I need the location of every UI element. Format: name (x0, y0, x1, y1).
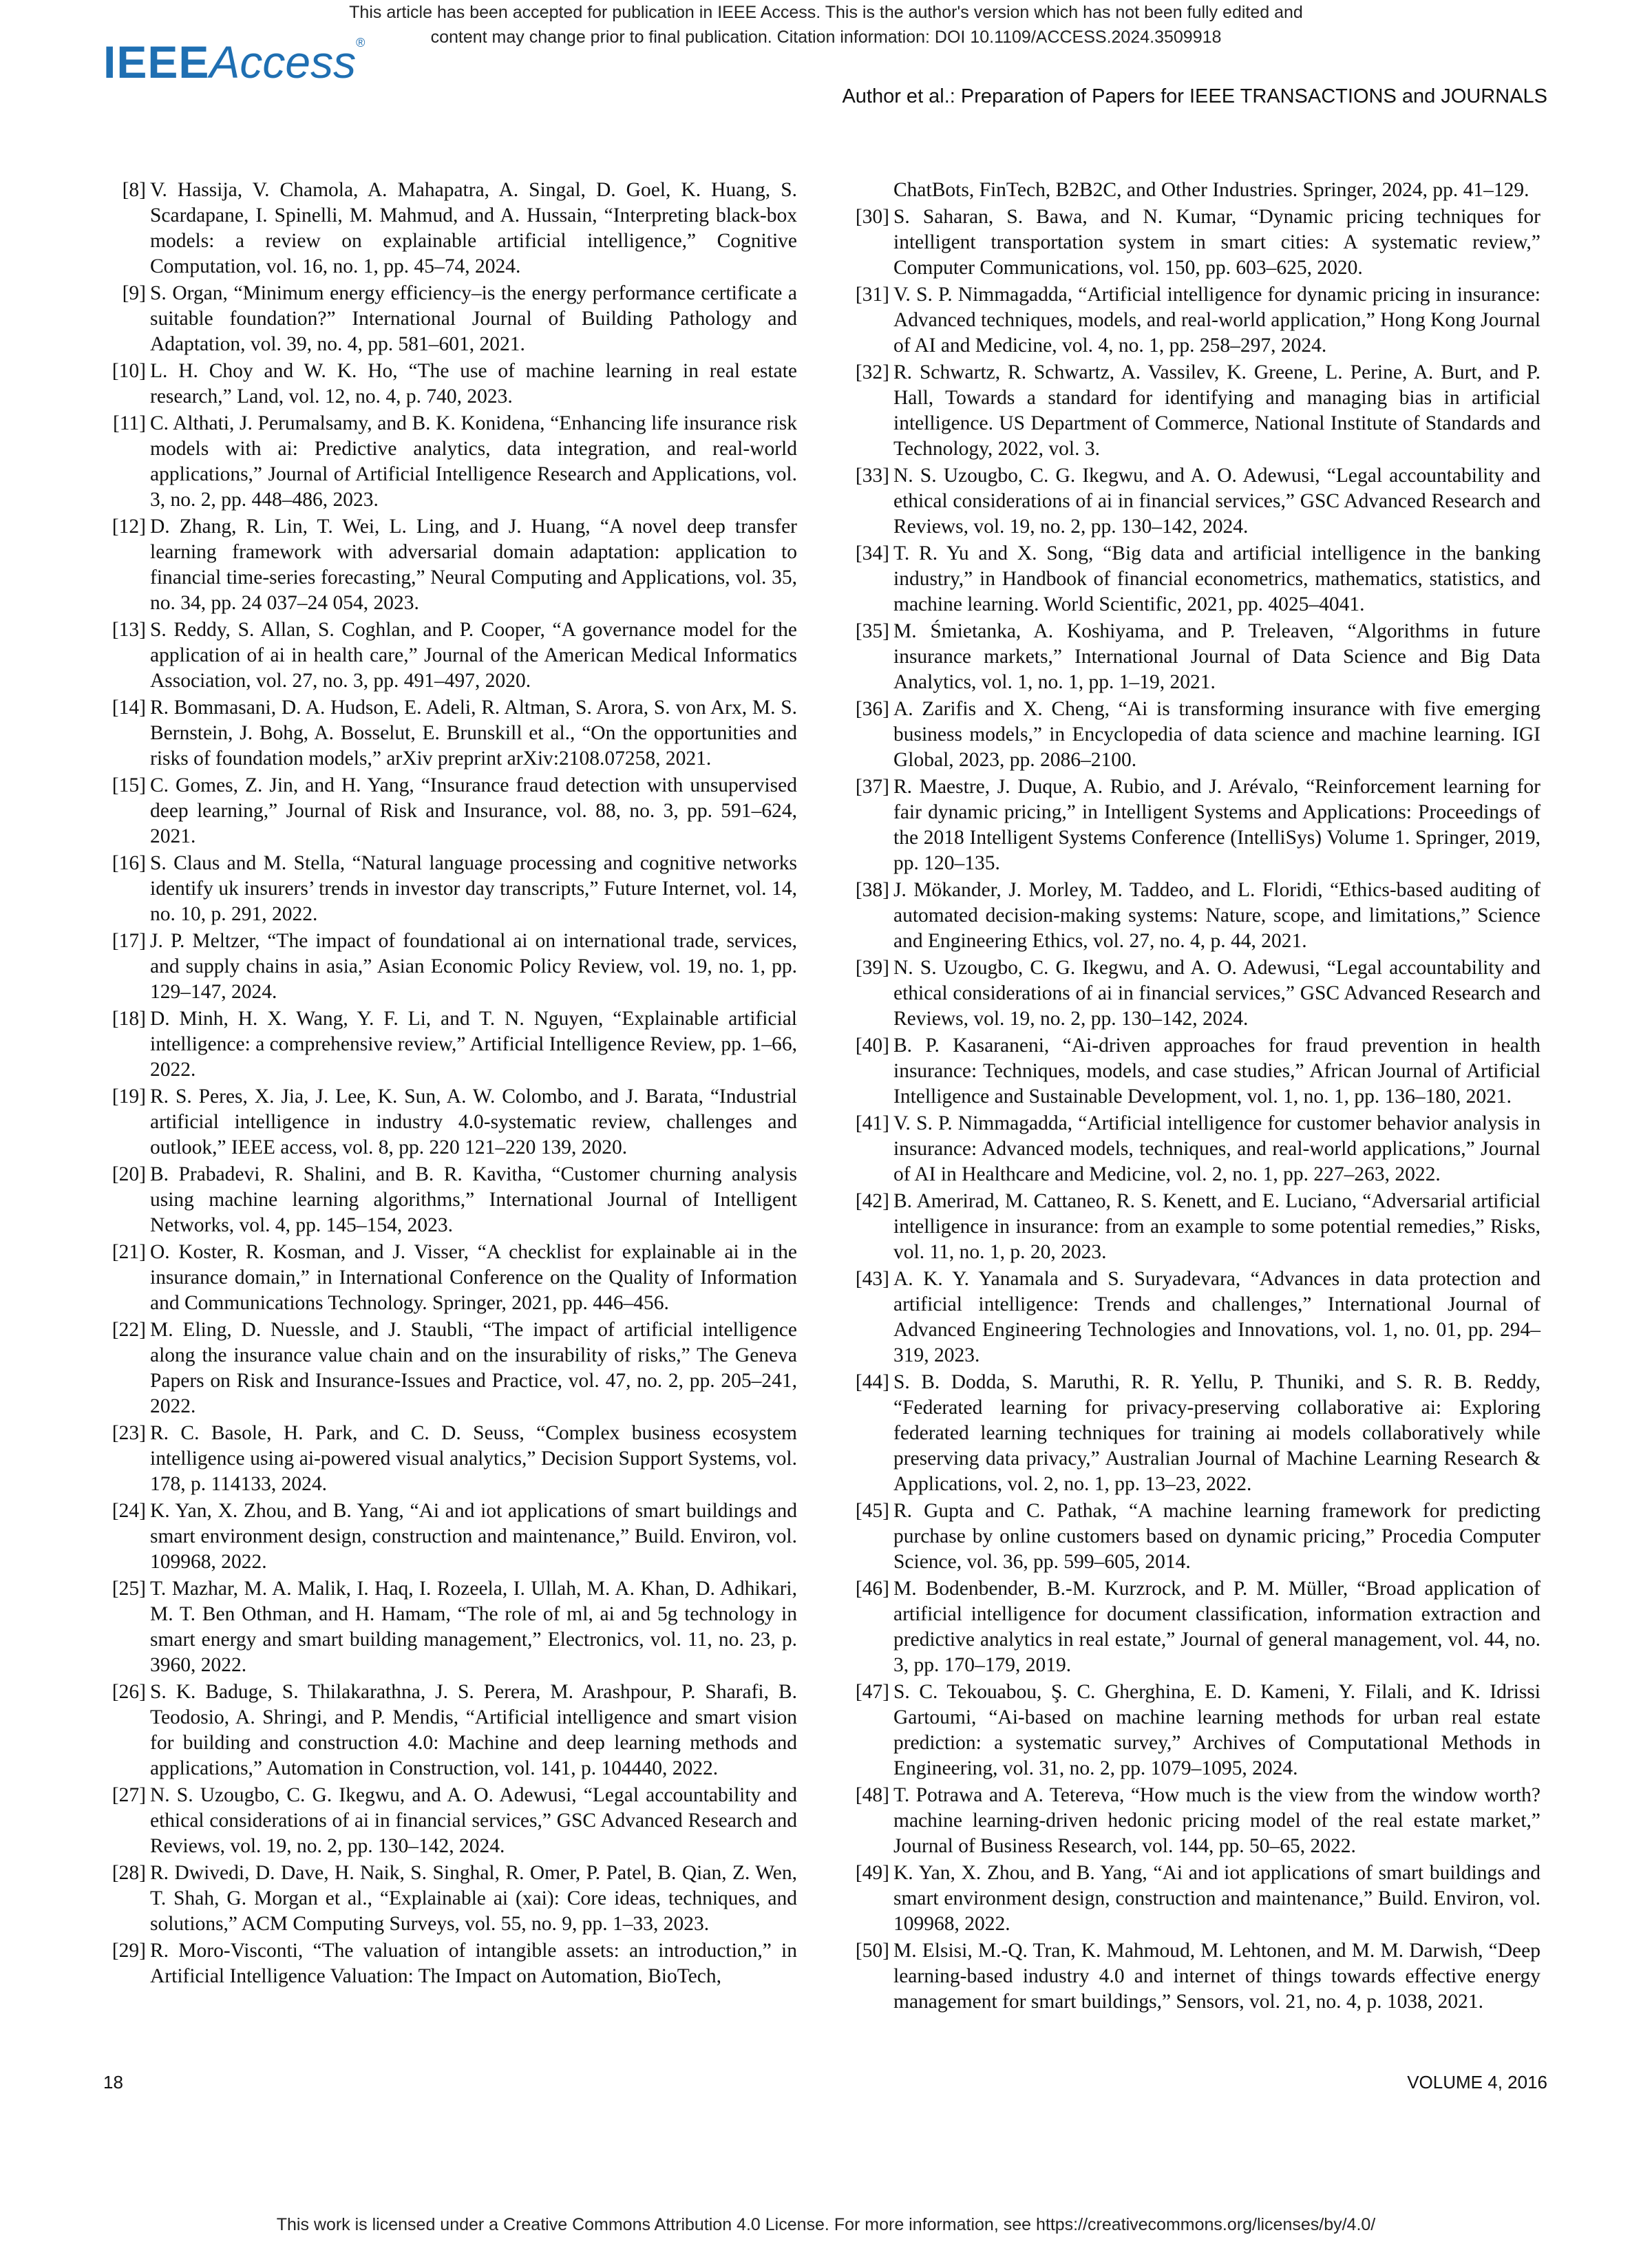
reference-entry (852, 1861, 1540, 1937)
reference-entry (852, 178, 1540, 203)
reference-number: [20] (112, 1163, 146, 1185)
reference-text: M. Elsisi, M.-Q. Tran, K. Mahmoud, M. Lehtonen, and M. M. Darwish, “Deep learning-based industry 4.0 and internet of things towards effective energy management for smart buildings,” Sensors, vol. 21, no. 4, p. 1038, 2021. (893, 1940, 1540, 2013)
reference-text: R. S. Peres, X. Jia, J. Lee, K. Sun, A. W. Colombo, and J. Barata, “Industrial artificial intelligence in industry 4.0-systematic review, challenges and outlook,” IEEE access, vol. 8, pp. 220 121–220 139, 2020. (150, 1085, 797, 1158)
reference-entry (852, 1267, 1540, 1368)
reference-entry (852, 1111, 1540, 1187)
reference-text: S. K. Baduge, S. Thilakarathna, J. S. Perera, M. Arashpour, P. Sharafi, B. Teodosio, A. Shringi, and P. Mendis, “Artificial intelligence and smart vision for building and construction 4.0: Machine and deep learning methods and applications,” Automation in Construction, vol. 141, p. 104440, 2022. (150, 1681, 797, 1779)
reference-text: M. Śmietanka, A. Koshiyama, and P. Treleaven, “Algorithms in future insurance markets,” International Journal of Data Science and Big Data Analytics, vol. 1, no. 1, pp. 1–19, 2021. (893, 620, 1540, 693)
reference-text: M. Eling, D. Nuessle, and J. Staubli, “The impact of artificial intelligence along the insurance value chain and on the insurability of risks,” The Geneva Papers on Risk and Insurance-Issues and Practice, vol. 47, no. 2, pp. 205–241, 2022. (150, 1319, 797, 1417)
reference-number: [37] (855, 776, 889, 798)
reference-number: [19] (112, 1085, 146, 1108)
reference-entry (109, 1162, 797, 1238)
license-notice: This work is licensed under a Creative Commons Attribution 4.0 License. For more information, see https://creativecommons.org/licenses/by/4.0/ (276, 2215, 1376, 2234)
reference-number: [33] (855, 465, 889, 487)
reference-number: [48] (855, 1784, 889, 1806)
reference-text: J. Mökander, J. Morley, M. Taddeo, and L. Floridi, “Ethics-based auditing of automated decision-making systems: Nature, scope, and limitations,” Science and Engineering Ethics, vol. 27, no. 4, p. 44, 2021. (893, 879, 1540, 952)
reference-entry (852, 1498, 1540, 1575)
ieee-access-logo (103, 36, 365, 88)
reference-entry (852, 1189, 1540, 1265)
reference-number: [23] (112, 1422, 146, 1444)
reference-text: C. Althati, J. Perumalsamy, and B. K. Konidena, “Enhancing life insurance risk models with ai: Predictive analytics, data integration, and real-world applications,” Journal of Artificial Intelligence Research and Applications, vol. 3, no. 2, pp. 448–486, 2023. (150, 412, 797, 511)
reference-text: ChatBots, FinTech, B2B2C, and Other Industries. Springer, 2024, pp. 41–129. (893, 179, 1529, 201)
reference-entry (109, 1421, 797, 1497)
reference-text: C. Gomes, Z. Jin, and H. Yang, “Insurance fraud detection with unsupervised deep learning,” Journal of Risk and Insurance, vol. 88, no. 3, pp. 591–624, 2021. (150, 774, 797, 847)
reference-entry (852, 1938, 1540, 2015)
reference-text: S. Claus and M. Stella, “Natural language processing and cognitive networks identify uk insurers’ trends in investor day transcripts,” Future Internet, vol. 14, no. 10, p. 291, 2022. (150, 852, 797, 925)
reference-number: [26] (112, 1681, 146, 1703)
acceptance-banner-line-2: content may change prior to final publication. Citation information: DOI 10.1109/ACCESS.2024.3509918 (430, 28, 1222, 47)
reference-entry (852, 1783, 1540, 1859)
reference-number: [34] (855, 542, 889, 564)
reference-text: N. S. Uzougbo, C. G. Ikegwu, and A. O. Adewusi, “Legal accountability and ethical considerations of ai in financial services,” GSC Advanced Research and Reviews, vol. 19, no. 2, pp. 130–142, 2024. (893, 465, 1540, 538)
reference-text: A. K. Y. Yanamala and S. Suryadevara, “Advances in data protection and artificial intelligence: Trends and challenges,” International Journal of Advanced Engineering Technologies and Innovations, vol. 1, no. 01, pp. 294–319, 2023. (893, 1268, 1540, 1366)
reference-entry (852, 1680, 1540, 1781)
reference-number: [32] (855, 361, 889, 383)
page-number: 18 (103, 2072, 123, 2093)
reference-number: [47] (855, 1681, 889, 1703)
reference-entry (109, 1861, 797, 1937)
references-left-column (109, 178, 797, 1991)
volume-label: VOLUME 4, 2016 (1407, 2072, 1547, 2093)
reference-entry (109, 929, 797, 1005)
reference-entry (852, 541, 1540, 617)
reference-text: R. Bommasani, D. A. Hudson, E. Adeli, R. Altman, S. Arora, S. von Arx, M. S. Bernstein, J. Bohg, A. Bosselut, E. Brunskill et al., “On the opportunities and risks of foundation models,” arXiv preprint arXiv:2108.07258, 2021. (150, 697, 797, 770)
reference-entry (852, 204, 1540, 281)
reference-entry (109, 1938, 797, 1989)
reference-entry (109, 514, 797, 616)
reference-text: S. Saharan, S. Bawa, and N. Kumar, “Dynamic pricing techniques for intelligent transportation system in smart cities: A systematic review,” Computer Communications, vol. 150, pp. 603–625, 2020. (893, 206, 1540, 279)
reference-text: B. P. Kasaraneni, “Ai-driven approaches for fraud prevention in health insurance: Techniques, models, and case studies,” African Journal of Artificial Intelligence and Sustainable Development, vol. 1, no. 1, pp. 136–180, 2021. (893, 1035, 1540, 1108)
references-right-column (852, 178, 1540, 2016)
reference-text: S. B. Dodda, S. Maruthi, R. R. Yellu, P. Thuniki, and S. R. B. Reddy, “Federated learning for privacy-preserving collaborative ai: Exploring federated learning techniques for training ai models collaboratively while preserving data privacy,” Australian Journal of Machine Learning Research & Applications, vol. 2, no. 1, pp. 13–23, 2022. (893, 1371, 1540, 1495)
reference-entry (109, 617, 797, 694)
reference-entry (109, 359, 797, 410)
reference-entry (109, 411, 797, 513)
reference-entry (852, 282, 1540, 359)
reference-entry (852, 619, 1540, 695)
reference-entry (109, 1783, 797, 1859)
reference-entry (109, 1240, 797, 1316)
reference-number: [31] (855, 284, 889, 306)
reference-number: [24] (112, 1500, 146, 1522)
reference-text: A. Zarifis and X. Cheng, “Ai is transforming insurance with five emerging business models,” in Encyclopedia of data science and machine learning. IGI Global, 2023, pp. 2086–2100. (893, 698, 1540, 771)
reference-entry (852, 463, 1540, 540)
reference-number: [18] (112, 1008, 146, 1030)
reference-entry (109, 178, 797, 279)
reference-text: K. Yan, X. Zhou, and B. Yang, “Ai and iot applications of smart buildings and smart environment design, construction and maintenance,” Build. Environ, vol. 109968, 2022. (150, 1500, 797, 1573)
reference-number: [9] (122, 282, 146, 304)
running-head: Author et al.: Preparation of Papers for IEEE TRANSACTIONS and JOURNALS (842, 85, 1547, 107)
reference-entry (852, 697, 1540, 773)
reference-number: [10] (112, 360, 146, 382)
reference-number: [8] (122, 179, 146, 201)
reference-entry (109, 695, 797, 772)
reference-text: N. S. Uzougbo, C. G. Ikegwu, and A. O. Adewusi, “Legal accountability and ethical considerations of ai in financial services,” GSC Advanced Research and Reviews, vol. 19, no. 2, pp. 130–142, 2024. (893, 957, 1540, 1030)
reference-number: [50] (855, 1940, 889, 1962)
reference-text: R. Gupta and C. Pathak, “A machine learning framework for predicting purchase by online customers based on dynamic pricing,” Procedia Computer Science, vol. 36, pp. 599–605, 2014. (893, 1500, 1540, 1573)
reference-number: [39] (855, 957, 889, 979)
reference-number: [30] (855, 206, 889, 228)
reference-text: K. Yan, X. Zhou, and B. Yang, “Ai and iot applications of smart buildings and smart environment design, construction and maintenance,” Build. Environ, vol. 109968, 2022. (893, 1862, 1540, 1935)
reference-text: R. Moro-Visconti, “The valuation of intangible assets: an introduction,” in Artificial Intelligence Valuation: The Impact on Automation, BioTech, (150, 1940, 797, 1987)
reference-number: [38] (855, 879, 889, 901)
reference-text: R. Dwivedi, D. Dave, H. Naik, S. Singhal, R. Omer, P. Patel, B. Qian, Z. Wen, T. Shah, G. Morgan et al., “Explainable ai (xai): Core ideas, techniques, and solutions,” ACM Computing Surveys, vol. 55, no. 9, pp. 1–33, 2023. (150, 1862, 797, 1935)
reference-number: [28] (112, 1862, 146, 1884)
reference-text: T. R. Yu and X. Song, “Big data and artificial intelligence in the banking industry,” in Handbook of financial econometrics, mathematics, statistics, and machine learning. World Scientific, 2021, pp. 4025–4041. (893, 542, 1540, 615)
reference-text: S. C. Tekouabou, Ş. C. Gherghina, E. D. Kameni, Y. Filali, and K. Idrissi Gartoumi, “Ai-based on machine learning methods for urban real estate prediction: a systematic survey,” Archives of Computational Methods in Engineering, vol. 31, no. 2, pp. 1079–1095, 2024. (893, 1681, 1540, 1779)
reference-entry (109, 281, 797, 357)
reference-number: [14] (112, 697, 146, 719)
reference-number: [17] (112, 930, 146, 952)
reference-entry (109, 1576, 797, 1678)
reference-number: [11] (112, 412, 146, 434)
reference-entry (852, 774, 1540, 876)
reference-entry (852, 1033, 1540, 1110)
reference-text: O. Koster, R. Kosman, and J. Visser, “A checklist for explainable ai in the insurance domain,” in International Conference on the Quality of Information and Communications Technology. Springer, 2021, pp. 446–456. (150, 1241, 797, 1314)
logo-access: Access (209, 36, 357, 87)
reference-entry (109, 1317, 797, 1419)
reference-text: R. C. Basole, H. Park, and C. D. Seuss, “Complex business ecosystem intelligence using ai-powered visual analytics,” Decision Support Systems, vol. 178, p. 114133, 2024. (150, 1422, 797, 1495)
reference-entry (852, 878, 1540, 954)
reference-number: [13] (112, 619, 146, 641)
reference-number: [43] (855, 1268, 889, 1290)
reference-entry (109, 773, 797, 849)
logo-trademark: ® (356, 36, 366, 50)
reference-number: [12] (112, 516, 146, 538)
reference-entry (109, 1498, 797, 1575)
reference-number: [45] (855, 1500, 889, 1522)
reference-number: [44] (855, 1371, 889, 1393)
reference-number: [22] (112, 1319, 146, 1341)
reference-entry (852, 1370, 1540, 1497)
reference-entry (109, 1006, 797, 1083)
reference-entry (852, 1576, 1540, 1678)
reference-text: B. Prabadevi, R. Shalini, and B. R. Kavitha, “Customer churning analysis using machine learning algorithms,” International Journal of Intelligent Networks, vol. 4, pp. 145–154, 2023. (150, 1163, 797, 1236)
reference-text: V. S. P. Nimmagadda, “Artificial intelligence for dynamic pricing in insurance: Advanced techniques, models, and real-world application,” Hong Kong Journal of AI and Medicine, vol. 4, no. 1, pp. 258–297, 2024. (893, 284, 1540, 357)
reference-number: [42] (855, 1190, 889, 1212)
reference-entry (852, 360, 1540, 462)
reference-text: T. Mazhar, M. A. Malik, I. Haq, I. Rozeela, I. Ullah, M. A. Khan, D. Adhikari, M. T. Ben Othman, and H. Hamam, “The role of ml, ai and 5g technology in smart energy and smart building management,” Electronics, vol. 11, no. 23, p. 3960, 2022. (150, 1578, 797, 1676)
acceptance-banner-line-1: This article has been accepted for publication in IEEE Access. This is the author's version which has not been fully edited and (349, 3, 1303, 22)
reference-number: [40] (855, 1035, 889, 1057)
reference-number: [27] (112, 1784, 146, 1806)
reference-text: S. Organ, “Minimum energy efficiency–is the energy performance certificate a suitable foundation?” International Journal of Building Pathology and Adaptation, vol. 39, no. 4, pp. 581–601, 2021. (150, 282, 797, 355)
reference-text: D. Minh, H. X. Wang, Y. F. Li, and T. N. Nguyen, “Explainable artificial intelligence: a comprehensive review,” Artificial Intelligence Review, pp. 1–66, 2022. (150, 1008, 797, 1081)
reference-text: M. Bodenbender, B.-M. Kurzrock, and P. M. Müller, “Broad application of artificial intelligence for document classification, information extraction and predictive analytics in real estate,” Journal of general management, vol. 44, no. 3, pp. 170–179, 2019. (893, 1578, 1540, 1676)
reference-entry (109, 851, 797, 927)
reference-entry (852, 955, 1540, 1032)
reference-number: [49] (855, 1862, 889, 1884)
reference-text: V. S. P. Nimmagadda, “Artificial intelligence for customer behavior analysis in insurance: Advanced models, techniques, and real-world applications,” Journal of AI in Healthcare and Medicine, vol. 2, no. 1, pp. 227–263, 2022. (893, 1112, 1540, 1185)
reference-text: L. H. Choy and W. K. Ho, “The use of machine learning in real estate research,” Land, vol. 12, no. 4, p. 740, 2023. (150, 360, 797, 407)
reference-text: T. Potrawa and A. Tetereva, “How much is the view from the window worth? machine learning-driven hedonic pricing model of the real estate market,” Journal of Business Research, vol. 144, pp. 50–65, 2022. (893, 1784, 1540, 1857)
reference-text: D. Zhang, R. Lin, T. Wei, L. Ling, and J. Huang, “A novel deep transfer learning framework with adversarial domain adaptation: application to financial time-series forecasting,” Neural Computing and Applications, vol. 35, no. 34, pp. 24 037–24 054, 2023. (150, 516, 797, 614)
reference-text: R. Schwartz, R. Schwartz, A. Vassilev, K. Greene, L. Perine, A. Burt, and P. Hall, Towards a standard for identifying and managing bias in artificial intelligence. US Department of Commerce, National Institute of Standards and Technology, 2022, vol. 3. (893, 361, 1540, 460)
reference-number: [46] (855, 1578, 889, 1600)
reference-text: J. P. Meltzer, “The impact of foundational ai on international trade, services, and supply chains in asia,” Asian Economic Policy Review, vol. 19, no. 1, pp. 129–147, 2024. (150, 930, 797, 1003)
reference-number: [25] (112, 1578, 146, 1600)
logo-ieee: IEEE (103, 36, 210, 87)
reference-number: [36] (855, 698, 889, 720)
reference-entry (109, 1084, 797, 1161)
reference-number: [29] (112, 1940, 146, 1962)
reference-text: N. S. Uzougbo, C. G. Ikegwu, and A. O. Adewusi, “Legal accountability and ethical considerations of ai in financial services,” GSC Advanced Research and Reviews, vol. 19, no. 2, pp. 130–142, 2024. (150, 1784, 797, 1857)
reference-text: V. Hassija, V. Chamola, A. Mahapatra, A. Singal, D. Goel, K. Huang, S. Scardapane, I. Spinelli, M. Mahmud, and A. Hussain, “Interpreting black-box models: a review on explainable artificial intelligence,” Cognitive Computation, vol. 16, no. 1, pp. 45–74, 2024. (150, 179, 797, 277)
reference-entry (109, 1680, 797, 1781)
reference-text: S. Reddy, S. Allan, S. Coghlan, and P. Cooper, “A governance model for the application of ai in health care,” Journal of the American Medical Informatics Association, vol. 27, no. 3, pp. 491–497, 2020. (150, 619, 797, 692)
reference-text: B. Amerirad, M. Cattaneo, R. S. Kenett, and E. Luciano, “Adversarial artificial intelligence in insurance: from an example to some potential remedies,” Risks, vol. 11, no. 1, p. 20, 2023. (893, 1190, 1540, 1263)
reference-number: [16] (112, 852, 146, 874)
reference-text: R. Maestre, J. Duque, A. Rubio, and J. Arévalo, “Reinforcement learning for fair dynamic pricing,” in Intelligent Systems and Applications: Proceedings of the 2018 Intelligent Systems Conference (IntelliSys) Volume 1. Springer, 2019, pp. 120–135. (893, 776, 1540, 874)
reference-number: [21] (112, 1241, 146, 1263)
reference-number: [41] (855, 1112, 889, 1134)
reference-number: [15] (112, 774, 146, 796)
reference-number: [35] (855, 620, 889, 642)
